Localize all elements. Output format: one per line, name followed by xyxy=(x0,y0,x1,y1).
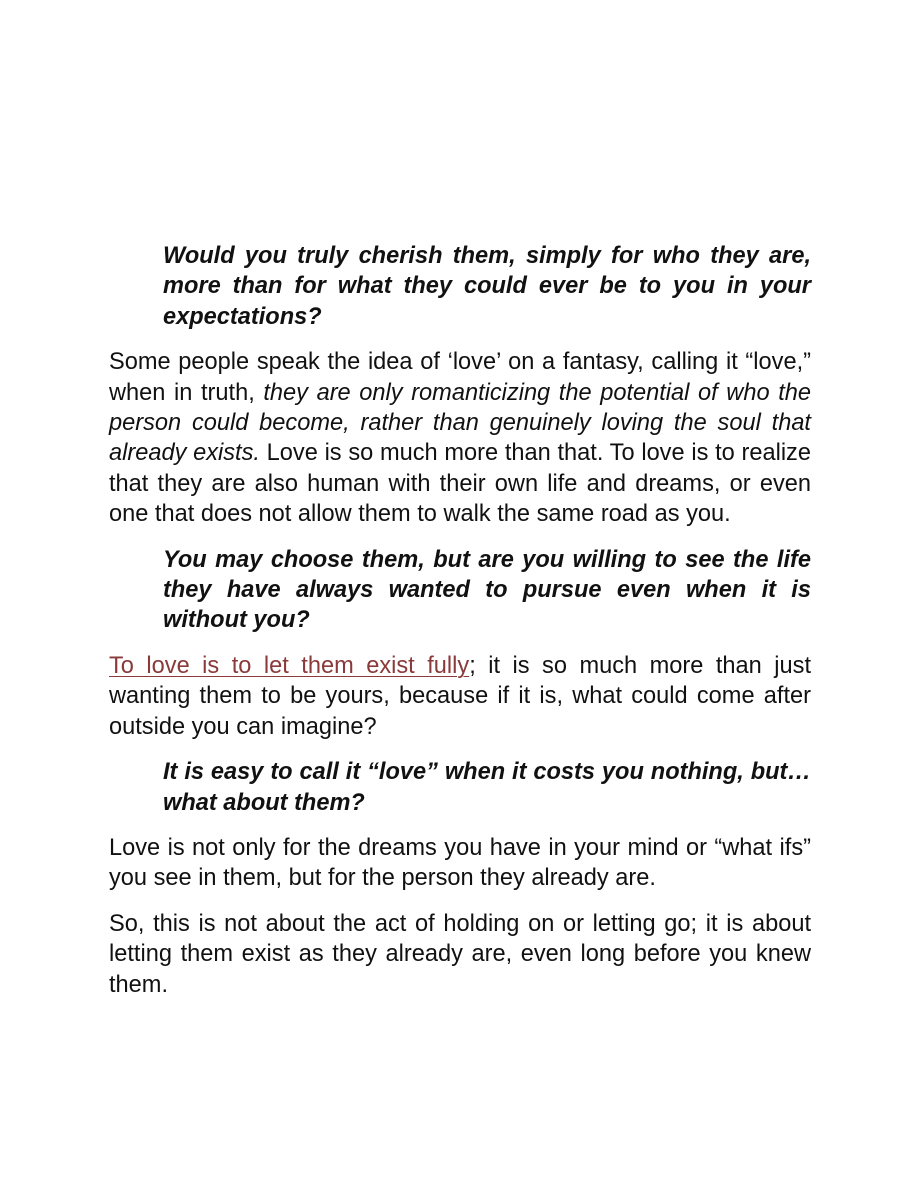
document-body xyxy=(109,241,811,1015)
paragraph-2 xyxy=(109,651,811,742)
paragraph-1-lead: Some people speak the idea of ‘love’ on a fantasy, calling it “love,” when in truth, xyxy=(109,349,811,406)
paragraph-1-tail: Love is so much more than that. To love is to realize that they are also human with their own life and dreams, or even one that does not allow them to walk the same road as you. xyxy=(109,440,811,528)
paragraph-1-emphasis: they are only romanticizing the potential of who the person could become, rather than genuinely loving the soul that already exists. xyxy=(109,379,811,467)
highlighted-link[interactable]: To love is to let them exist fully xyxy=(109,652,470,679)
paragraph-3: Love is not only for the dreams you have in your mind or “what ifs” you see in them, but for the person they already are. xyxy=(109,834,811,892)
paragraph-4: So, this is not about the act of holding on or letting go; it is about letting them exist as they already are, even long before you knew them. xyxy=(109,910,811,998)
block-quote-3: It is easy to call it “love” when it costs you nothing, but… what about them? xyxy=(163,759,811,816)
block-quote-2: You may choose them, but are you willing to see the life they have always wanted to pursue even when it is without you? xyxy=(163,546,811,634)
paragraph-2-tail: ; it is so much more than just wanting them to be yours, because if it is, what could come after outside you can imagine? xyxy=(109,652,811,740)
paragraph-1 xyxy=(109,347,811,529)
block-quote-1: Would you truly cherish them, simply for who they are, more than for what they could ever be to you in your expectations? xyxy=(163,243,811,330)
